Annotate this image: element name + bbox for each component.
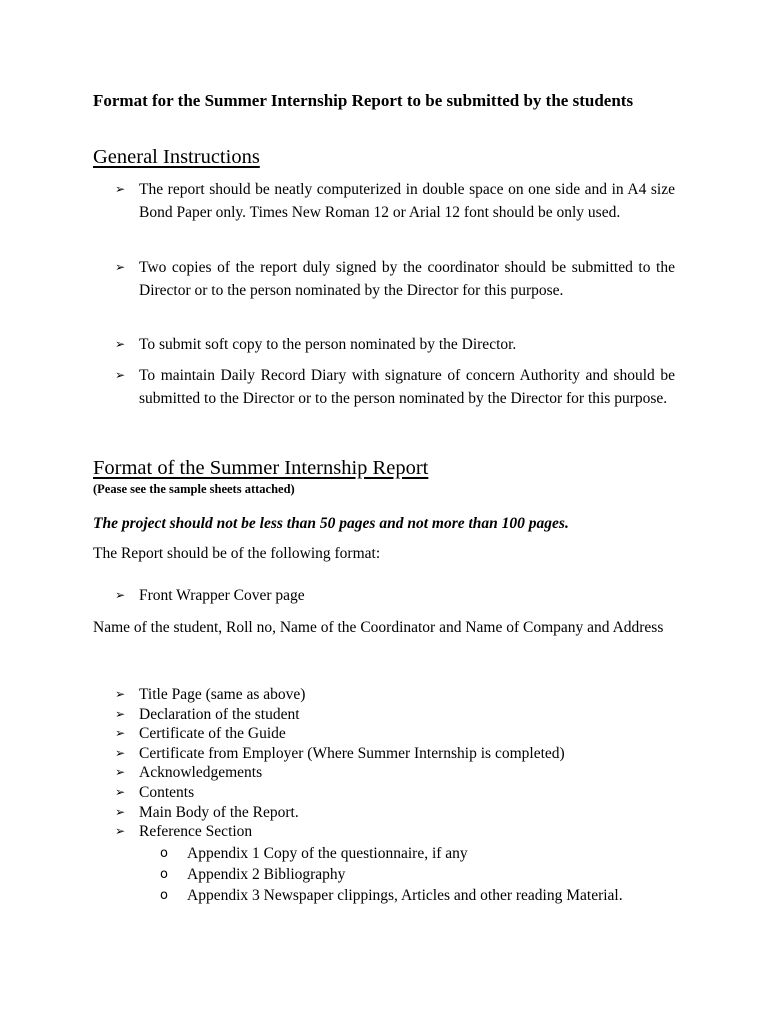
arrow-bullet-icon: ➢ <box>115 260 126 274</box>
list-item <box>115 724 675 744</box>
arrow-bullet-icon: ➢ <box>115 804 126 819</box>
instruction-item <box>115 178 675 224</box>
instruction-item <box>115 333 675 356</box>
appendix-item <box>160 885 675 906</box>
format-heading: Format of the Summer Internship Report <box>93 457 429 479</box>
list-item <box>115 685 675 705</box>
instruction-text: To submit soft copy to the person nominated by the Director. <box>139 336 517 353</box>
instruction-item <box>115 256 675 302</box>
list-item-text: Reference Section <box>139 823 253 841</box>
general-instructions-heading: General Instructions <box>93 146 260 168</box>
instruction-text: Two copies of the report duly signed by the coordinator should be submitted to the Director or to the person nominated by the Director for this purpose. <box>139 259 675 299</box>
arrow-bullet-icon: ➢ <box>115 824 126 839</box>
arrow-bullet-icon: ➢ <box>115 687 126 701</box>
list-item <box>115 744 675 764</box>
sample-sheets-note: (Pease see the sample sheets attached) <box>93 482 295 496</box>
cover-page-item <box>115 584 675 607</box>
document-title: Format for the Summer Internship Report to be submitted by the students <box>93 91 634 110</box>
arrow-bullet-icon: ➢ <box>115 368 126 382</box>
appendix-item <box>160 864 675 885</box>
page-limit-statement: The project should not be less than 50 pages and not more than 100 pages. <box>93 515 569 532</box>
list-item-text: Certificate from Employer (Where Summer Internship is completed) <box>139 744 565 762</box>
arrow-bullet-icon: ➢ <box>115 784 126 799</box>
list-item-text: Contents <box>139 783 195 801</box>
list-item <box>115 763 675 783</box>
cover-page-details: Name of the student, Roll no, Name of the Coordinator and Name of Company and Address <box>93 619 664 636</box>
list-item-text: Declaration of the student <box>139 705 300 723</box>
list-item-text: Certificate of the Guide <box>139 725 286 743</box>
format-intro: The Report should be of the following format: <box>93 545 381 562</box>
instruction-item <box>115 364 675 410</box>
arrow-bullet-icon: ➢ <box>115 337 126 351</box>
arrow-bullet-icon: ➢ <box>115 745 126 760</box>
list-item-text: Main Body of the Report. <box>139 803 299 821</box>
list-item-text: Title Page (same as above) <box>139 686 306 703</box>
appendix-item <box>160 843 675 864</box>
arrow-bullet-icon: ➢ <box>115 588 126 602</box>
report-sections-list <box>115 685 675 842</box>
list-item-text: Acknowledgements <box>139 764 263 782</box>
instruction-text: The report should be neatly computerized in double space on one side and in A4 size Bond Paper only. Times New Roman 12 or Arial 12 font should be only used. <box>139 181 675 221</box>
arrow-bullet-icon: ➢ <box>115 765 126 780</box>
list-item <box>115 783 675 803</box>
circle-bullet-icon: o <box>160 846 168 861</box>
cover-page-text: Front Wrapper Cover page <box>139 587 305 604</box>
appendix-list <box>160 843 675 906</box>
arrow-bullet-icon: ➢ <box>115 182 126 196</box>
list-item <box>115 822 675 842</box>
list-item <box>115 803 675 823</box>
list-item <box>115 705 675 725</box>
arrow-bullet-icon: ➢ <box>115 706 126 721</box>
arrow-bullet-icon: ➢ <box>115 726 126 741</box>
appendix-text: Appendix 2 Bibliography <box>187 866 346 883</box>
appendix-text: Appendix 1 Copy of the questionnaire, if any <box>187 845 468 862</box>
circle-bullet-icon: o <box>160 888 168 903</box>
instruction-text: To maintain Daily Record Diary with signature of concern Authority and should be submitted to the Director or to the person nominated by the Director for this purpose. <box>139 367 675 407</box>
circle-bullet-icon: o <box>160 867 168 882</box>
appendix-text: Appendix 3 Newspaper clippings, Articles and other reading Material. <box>187 887 623 904</box>
